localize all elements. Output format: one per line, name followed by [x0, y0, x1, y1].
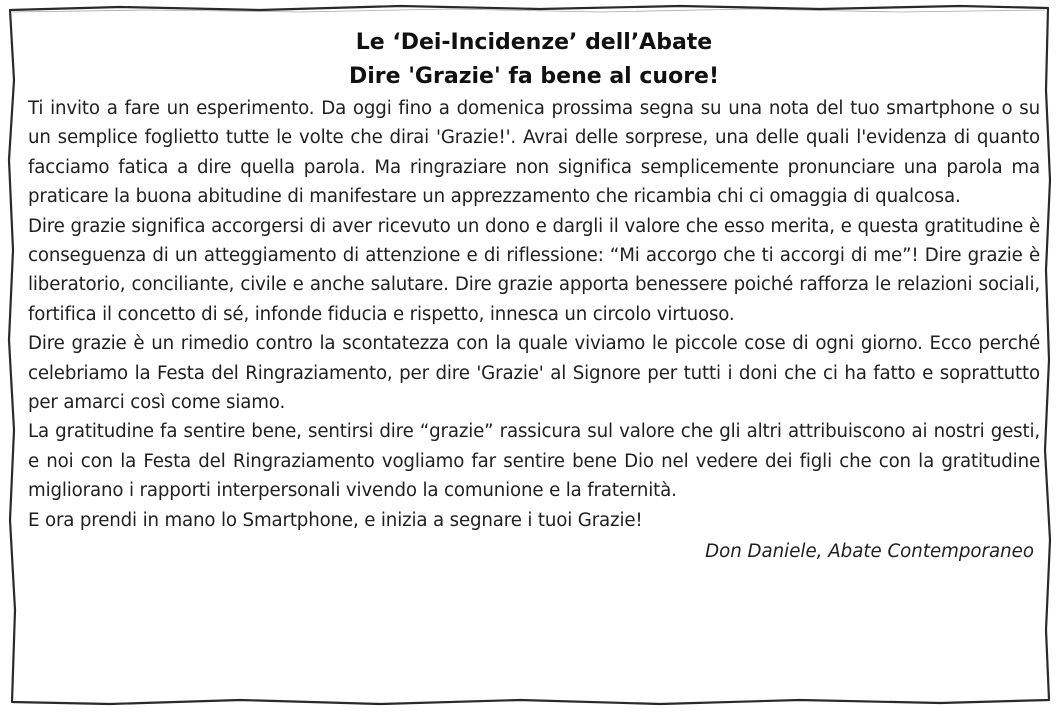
signature: Don Daniele, Abate Contemporaneo	[705, 541, 1034, 563]
paragraph-5: E ora prendi in mano lo Smartphone, e inizia a segnare i tuoi Grazie!	[28, 509, 643, 531]
title-line-2: Dire 'Grazie' fa bene al cuore!	[348, 64, 720, 89]
article-body	[28, 94, 1040, 535]
article-title	[28, 26, 1040, 94]
paragraph-2: Dire grazie significa accorgersi di aver ricevuto un dono e dargli il valore che esso merita, e questa gratitudine è conseguenza di un atteggiamento di attenzione e di riflessione: “Mi accorgo che ti accorgi di me”! Dire grazie è liberatorio, conciliante, civile e anche salutare. Dire grazie apporta benessere poiché rafforza le relazioni sociali, fortifica il concetto di sé, infonde fiducia e rispetto, innesca un circolo virtuoso.	[28, 215, 1040, 325]
paragraph-3: Dire grazie è un rimedio contro la scontatezza con la quale viviamo le piccole cose di ogni giorno. Ecco perché celebriamo la Festa del Ringraziamento, per dire 'Grazie' al Signore per tutti i doni che ci ha fatto e soprattutto per amarci così come siamo.	[28, 333, 1040, 414]
title-line-1: Le ‘Dei-Incidenze’ dell’Abate	[355, 30, 713, 55]
paragraph-1: Ti invito a fare un esperimento. Da oggi fino a domenica prossima segna su una nota del tuo smartphone o su un semplice foglietto tutte le volte che dirai 'Grazie!'. Avrai delle sorprese, una delle quali l'evidenza di quanto facciamo fatica a dire quella parola. Ma ringraziare non significa semplicemente pronunciare una parola ma praticare la buona abitudine di manifestare un apprezzamento che ricambia chi ci omaggia di qualcosa.	[28, 98, 1040, 208]
article	[28, 26, 1040, 566]
paragraph-4: La gratitudine fa sentire bene, sentirsi dire “grazie” rassicura sul valore che gli altri attribuiscono ai nostri gesti, e noi con la Festa del Ringraziamento vogliamo far sentire bene Dio nel vedere dei figli che con la gratitudine migliorano i rapporti interpersonali vivendo la comunione e la fraternità.	[28, 421, 1040, 502]
